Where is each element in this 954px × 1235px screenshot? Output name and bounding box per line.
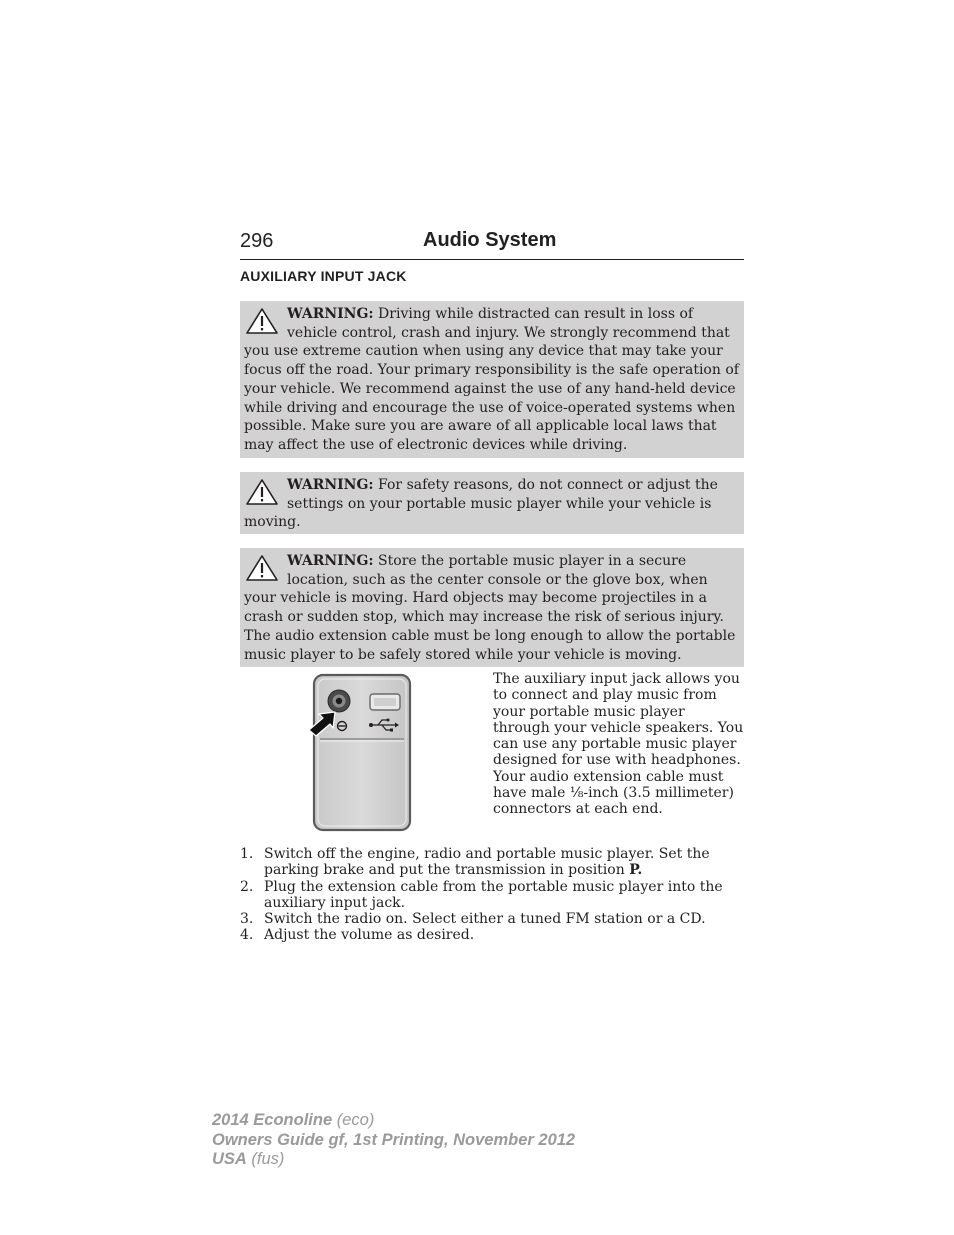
list-item: [240, 846, 744, 879]
step-number: 3.: [240, 911, 254, 928]
footer-region-code: (fus): [246, 1150, 285, 1168]
warning-triangle-icon: [245, 478, 279, 506]
section-title: Audio System: [423, 229, 557, 251]
footer-model-code: (eco): [332, 1111, 375, 1129]
warning-box: [240, 472, 744, 534]
warning-label: WARNING:: [287, 477, 374, 493]
warning-text: For safety reasons, do not connect or adjust the settings on your portable music player while your vehicle is moving.: [244, 477, 718, 531]
warning-label: WARNING:: [287, 553, 374, 569]
warning-triangle-icon: [245, 307, 279, 335]
footer-line: [212, 1111, 575, 1131]
warning-text: Store the portable music player in a secure location, such as the center console or the glove box, when your vehicle is moving. Hard objects may become projectiles in a crash or sudden stop, which may increase the risk of serious injury. The audio extension cable must be long enough to allow the portable music player to be safely stored while your vehicle is moving.: [244, 553, 736, 663]
warning-box: [240, 548, 744, 667]
step-emphasis: P.: [629, 862, 643, 879]
warning-label: WARNING:: [287, 306, 374, 322]
step-text: Switch off the engine, radio and portable music player. Set the parking brake and put the transmission in position: [264, 846, 710, 879]
footer-model: 2014 Econoline: [212, 1111, 333, 1129]
footer-region: USA: [212, 1150, 247, 1168]
step-number: 4.: [240, 927, 254, 944]
step-text: Switch the radio on. Select either a tuned FM station or a CD.: [264, 911, 706, 928]
list-item: [240, 927, 744, 943]
warning-triangle-icon: [245, 554, 279, 582]
warning-text: Driving while distracted can result in loss of vehicle control, crash and injury. We strongly recommend that you use extreme caution when using any device that may take your focus off the road. Your primary responsibility is the safe operation of your vehicle. We recommend against the use of any hand-held device while driving and encourage the use of voice-operated systems when possible. Make sure you are aware of all applicable local laws that may affect the use of electronic devices while driving.: [244, 306, 739, 453]
description-text: The auxiliary input jack allows you to connect and play music from your portable music player through your vehicle speakers. You can use any portable music player designed for use with headphones. Your audio extension cable must have male ⅛-inch (3.5 millimeter) connectors at each end.: [493, 671, 744, 818]
page-number: 296: [240, 230, 274, 252]
aux-input-jack-illustration: [308, 672, 418, 834]
footer-line: [212, 1131, 575, 1151]
step-number: 1.: [240, 846, 254, 862]
page-header: [240, 228, 744, 260]
step-text: Plug the extension cable from the portable music player into the auxiliary input jack.: [264, 878, 723, 911]
step-text: Adjust the volume as desired.: [264, 927, 475, 944]
list-item: [240, 879, 744, 912]
step-number: 2.: [240, 878, 254, 895]
footer-line: [212, 1150, 575, 1170]
subheading: AUXILIARY INPUT JACK: [240, 268, 407, 284]
footer-printing: Owners Guide gf, 1st Printing, November 2012: [212, 1130, 576, 1149]
instruction-steps: [240, 846, 744, 944]
page-footer: [212, 1111, 575, 1170]
list-item: [240, 911, 744, 927]
warning-box: [240, 301, 744, 458]
